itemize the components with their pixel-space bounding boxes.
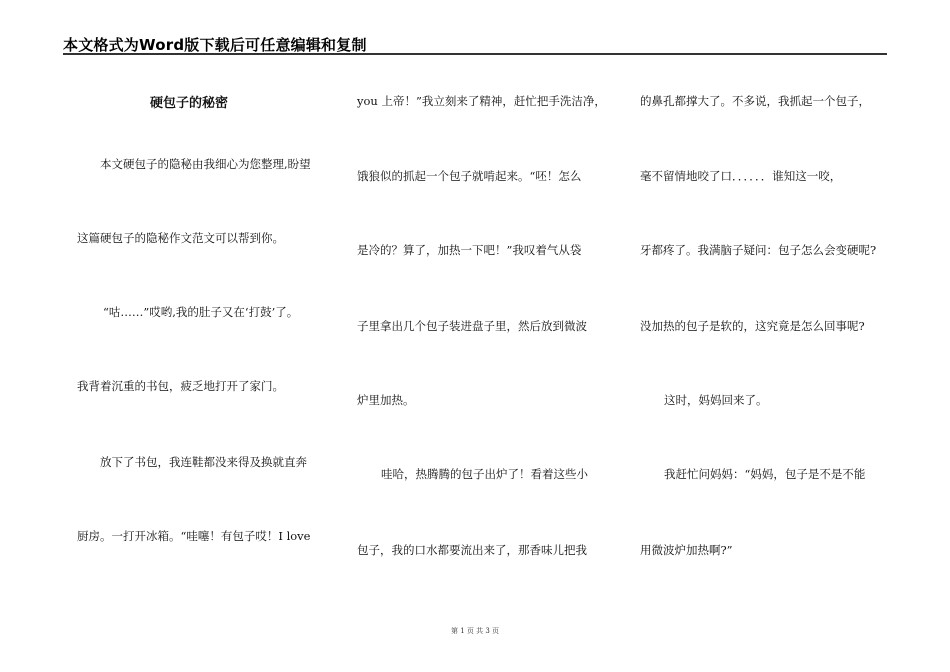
text-line: 的鼻孔都撑大了。不多说，我抓起一个包子， — [640, 94, 870, 108]
text-line: 厨房。一打开冰箱。“哇噻！有包子哎！I love — [77, 529, 311, 543]
text-line: “咕……”哎哟,我的肚子又在‘打鼓’了。 — [103, 305, 299, 319]
text-line: 没加热的包子是软的，这究竟是怎么回事呢? — [640, 319, 865, 333]
text-line: 这时，妈妈回来了。 — [664, 393, 768, 407]
text-line: 这篇硬包子的隐秘作文范文可以帮到你。 — [77, 231, 284, 245]
text-line: 子里拿出几个包子装进盘子里，然后放到微波 — [357, 319, 587, 333]
text-line: 炉里加热。 — [357, 393, 415, 407]
text-line: 牙都疼了。我满脑子疑问：包子怎么会变硬呢? — [640, 243, 877, 257]
text-line: 用微波炉加热啊?” — [640, 543, 733, 557]
text-line: 本文硬包子的隐秘由我细心为您整理,盼望 — [100, 157, 311, 171]
text-line: 我背着沉重的书包，疲乏地打开了家门。 — [77, 379, 284, 393]
text-line: 毫不留情地咬了口．．．．．．谁知这一咬， — [640, 169, 842, 183]
text-line: 我赶忙问妈妈：“妈妈，包子是不是不能 — [664, 467, 866, 481]
text-line: 包子，我的口水都要流出来了，那香味儿把我 — [357, 543, 587, 557]
text-line: 饿狼似的抓起一个包子就啃起来。“呸！怎么 — [357, 169, 582, 183]
page-number: 第 1 页 共 3 页 — [450, 627, 500, 635]
text-line: 哇哈，热腾腾的包子出炉了！看着这些小 — [381, 467, 588, 481]
document-header: 本文格式为Word版下载后可任意编辑和复制 — [63, 36, 367, 54]
text-line: you 上帝！”我立刻来了精神，赶忙把手洗洁净， — [357, 94, 606, 108]
text-line: 放下了书包，我连鞋都没来得及换就直奔 — [100, 455, 307, 469]
document-title: 硬包子的秘密 — [150, 96, 229, 111]
text-line: 是冷的？算了，加热一下吧！”我叹着气从袋 — [357, 243, 582, 257]
header-rule — [63, 53, 887, 55]
